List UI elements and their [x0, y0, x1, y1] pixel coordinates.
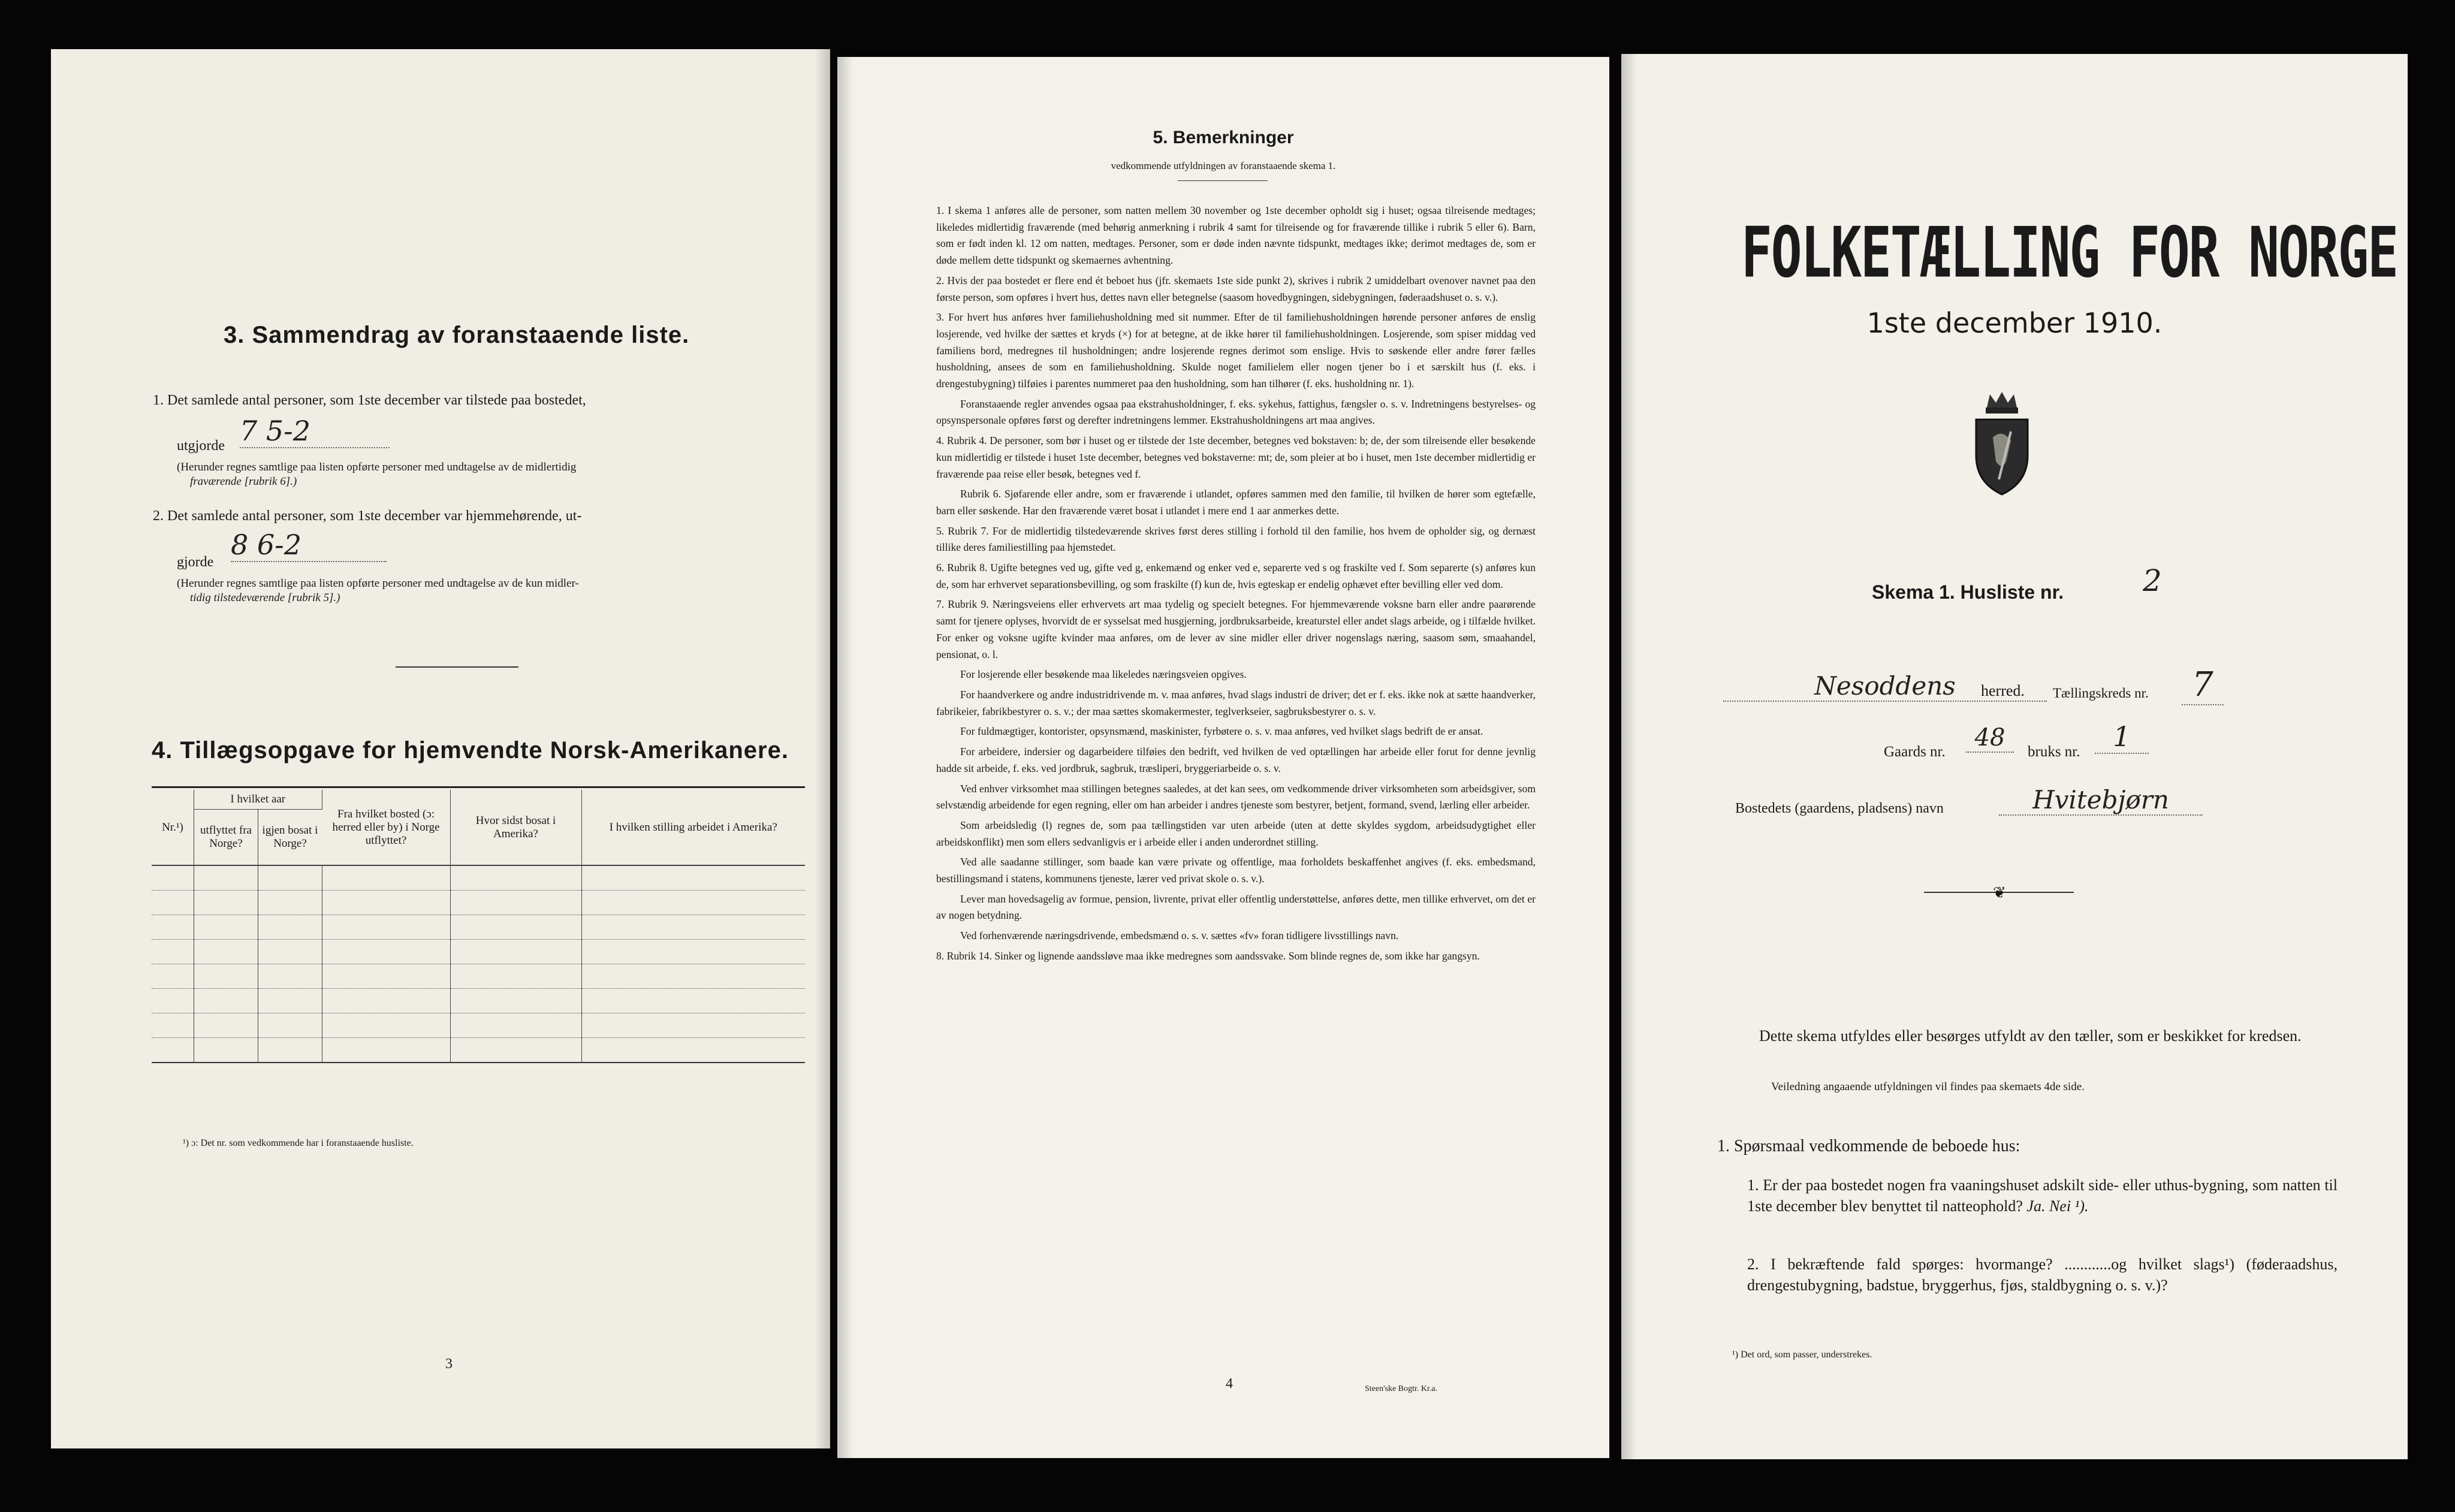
question-1 [1747, 1175, 2338, 1217]
item2-handwritten: 8 6-2 [231, 529, 387, 562]
remark-paragraph: Ved forhenværende næringsdrivende, embedsmænd o. s. v. sættes «fv» foran tidligere livsstillings navn. [960, 929, 1399, 942]
remark-paragraph: For fuldmægtiger, kontorister, opsynsmænd, maskinister, fyrbøtere o. s. v. maa anføres, ved hvilket slags bedrift de er ansat. [960, 725, 1483, 738]
item1-note-2: fraværende [rubrik 6].) [190, 475, 297, 488]
bruks-label: bruks nr. [2028, 744, 2080, 760]
bosted-label: Bostedets (gaardens, pladsens) navn [1735, 801, 1944, 816]
item2-note-2: tidig tilstedeværende [rubrik 5].) [190, 591, 340, 604]
printer-imprint: Steen'ske Bogtr. Kr.a. [1365, 1384, 1438, 1393]
divider [1178, 180, 1268, 181]
remark-paragraph: 1. I skema 1 anføres alle de personer, som natten mellem 30 november og 1ste december opholdt sig i huset; ogsaa tilreisende medtages; likeledes midlertidig fraværende (med behørig anmerkning i rubrik 4 samt for tilreisende og for fraværende tillike i rubrik 5 eller 6). Barn, som er født inden kl. 12 om natten, medtages. Personer, som er døde inden nævnte tidspunkt, medtages ikke; derimot medtages de, som er døde mellem dette tidspunkt og skemaernes avhentning. [936, 204, 1536, 267]
remarks-title: 5. Bemerkninger [1153, 128, 1294, 147]
table-row [152, 1013, 805, 1038]
middle-page [837, 57, 1609, 1458]
table-row [152, 865, 805, 891]
table-row [152, 940, 805, 964]
remark-paragraph: 2. Hvis der paa bostedet er flere end ét beboet hus (jfr. skemaets 1ste side punkt 2), skrives i rubrik 2 umiddelbart ovenover navnet paa den første person, som opføres i hvert hus, dettes navn eller betegnelse (saasom hovedbygningen, sidebygningen, føderaadshuset o. s. v.). [936, 274, 1536, 303]
kreds-label: Tællingskreds nr. [2053, 686, 2149, 701]
table-row [152, 1038, 805, 1063]
remark-paragraph: Som arbeidsledig (l) regnes de, som paa tællingstiden var uten arbeide (uten at dette skyldes sygdom, arbeidsudygtighet eller arbeidskonflikt) men som ellers sedvanligvis er i arbeide eller i anden underordnet stilling. [936, 819, 1536, 848]
remarks-body [936, 203, 1536, 968]
remark-paragraph: Foranstaaende regler anvendes ogsaa paa ekstrahusholdninger, f. eks. sykehus, fattighus, fængsler o. s. v. Indretningens bestyrelses- og opsynspersonale opføres først og derefter indretningens lemmer. Ekstrahusholdningens art maa angives. [936, 397, 1536, 427]
page-fold-shadow [1621, 54, 1637, 1459]
page-fold-shadow [837, 57, 853, 1458]
census-date: 1ste december 1910. [1866, 307, 2163, 339]
table-footnote: ¹) ɔ: Det nr. som vedkommende har i foranstaaende husliste. [183, 1138, 414, 1148]
question-1-answer: Ja. Nei ¹). [2026, 1197, 2089, 1215]
col-group-year: I hvilket aar [194, 790, 322, 810]
gaards-number: 48 [1966, 724, 2014, 753]
question-2: 2. I bekræftende fald spørges: hvormange? ............og hvilket slags¹) (føderaadshus, drengestubygning, badstue, bryggerhus, fjøs, staldbygning o. s. v.)? [1747, 1256, 2338, 1294]
ornament-icon: ❦ [1993, 884, 2006, 901]
table-row [152, 989, 805, 1013]
remark-paragraph: Lever man hovedsagelig av formue, pension, livrente, privat eller offentlig understøttelse, anføres dette, men tillike erhvervet, om det er av nogen betydning. [936, 892, 1536, 922]
remark-paragraph: For arbeidere, indersier og dagarbeidere tilføies den bedrift, ved hvilken de ved optællingen har arbeide eller forut for denne jevnlig hadde sit arbeide, f. eks. ved jordbruk, sagbruk, træsliperi, bryggeriarbeide o. s. v. [936, 746, 1536, 774]
remark-paragraph: 3. For hvert hus anføres hver familiehusholdning med sit nummer. Efter de til familiehusholdningen hørende personer anføres de enslig losjerende, ved hvilke der sættes et kryds (×) for at betegne, at de ikke hører til familiehusholdningen. Losjerende, som spiser middag ved familiens bord, medregnes til husholdningen; andre losjerende regnes derimot som enslige. Hvis to søskende eller andre fører fælles husholdning, ansees de som en familiehusholdning. Skulde noget familielem eller nogen tjener bo i et særskilt hus (f. eks. i drengestubygning) tilføies i parentes nummeret paa den husholdning, som han tilhører (f. eks. husholdning nr. 1). [936, 311, 1536, 390]
col-emigrated: utflyttet fra Norge? [194, 810, 258, 866]
intro-text: Dette skema utfyldes eller besørges utfyldt av den tæller, som er beskikket for kredsen. [1759, 1027, 2302, 1045]
remark-paragraph: 6. Rubrik 8. Ugifte betegnes ved ug, gifte ved g, enkemænd og enker ved e, separerte ved s og fraskilte ved f. Som separerte (s) anføres kun de, som har erhvervet separationsbevilling, og som fraskilte (f) kun de, hvis egteskap er endelig ophævet efter bevilling eller ved dom. [936, 562, 1536, 590]
col-where: Hvor sidst bosat i Amerika? [450, 790, 581, 865]
remark-paragraph: Ved enhver virksomhet maa stillingen betegnes saaledes, at det kan sees, om vedkommende driver virksomheten som arbeidsgiver, som selvstændig arbeidende for egen regning, eller om han arbeider i andres tjeneste som bestyrer, betjent, formand, svend, lærling eller arbeider. [936, 782, 1536, 811]
col-from: Fra hvilket bosted (ɔ: herred eller by) i Norge utflyttet? [322, 790, 450, 865]
table-row [152, 891, 805, 915]
table-row [152, 915, 805, 940]
herred-label: herred. [1981, 682, 2025, 699]
kreds-number: 7 [2182, 665, 2224, 705]
col-position: I hvilken stilling arbeidet i Amerika? [581, 790, 805, 865]
remark-paragraph: 8. Rubrik 14. Sinker og lignende aandssløve maa ikke medregnes som aandssvake. Som blinde regnes de, som ikke har gangsyn. [936, 949, 1480, 962]
bosted-handwritten: Hvitebjørn [1999, 785, 2203, 816]
remark-paragraph: 5. Rubrik 7. For de midlertidig tilstedeværende skrives først deres stilling i forhold til den familie, hos hvem de opholder sig, og dernæst tillike deres familiestilling paa hjemstedet. [936, 524, 1536, 554]
item2-prefix: gjorde [177, 554, 214, 570]
remark-paragraph: 7. Rubrik 9. Næringsveiens eller erhvervets art maa tydelig og specielt betegnes. For hjemmeværende voksne barn eller andre paarørende samt for tjenere oplyses, hvorvidt de er sysselsat med husgjerning, jordbruksarbeide, kreaturstel eller andet slags arbeide, og i tilfælde hvilket. For enker og voksne ugifte kvinder maa anføres, om de lever av sine midler eller driver nogenslags næring, saasom søm, smaahandel, pensionat, o. l. [936, 598, 1536, 660]
skema-label: Skema 1. Husliste nr. [1872, 581, 2064, 603]
remark-paragraph: Ved alle saadanne stillinger, som baade kan være private og offentlige, maa forholdets beskaffenhet angives (f. eks. embedsmand, bestillingsmand i statens, kommunens tjeneste, lærer ved privat skole o. s. v.). [936, 856, 1536, 885]
item1-prefix: utgjorde [177, 438, 225, 454]
bruks-number: 1 [2095, 720, 2149, 754]
herred-handwritten: Nesoddens [1723, 671, 2047, 702]
remark-paragraph: 4. Rubrik 4. De personer, som bør i huset og er tilstede der 1ste december, betegnes ved bokstaven: b; de, der som tilreisende eller besøkende kun midlertidig er tilstede i huset 1ste december, betegnes ved bokstaverne: mt; de, som pleier at bo i huset, men 1ste december midlertidig er fraværende paa reise eller besøk, betegnes ved f. [936, 434, 1536, 480]
col-nr: Nr.¹) [152, 790, 194, 865]
section3-title: 3. Sammendrag av foranstaaende liste. [224, 322, 690, 348]
remarks-subtitle: vedkommende utfyldningen av foranstaaende skema 1. [1111, 160, 1336, 171]
item2-note-1: (Herunder regnes samtlige paa listen opførte personer med undtagelse av de kun midler- [177, 577, 579, 590]
page-fold-shadow [815, 49, 830, 1448]
col-returned: igjen bosat i Norge? [258, 810, 322, 866]
remark-paragraph: For losjerende eller besøkende maa likeledes næringsveien opgives. [960, 668, 1247, 681]
table-top-rule [152, 786, 805, 788]
intro-guidance: Veiledning angaaende utfyldningen vil findes paa skemaets 4de side. [1771, 1081, 2085, 1093]
footnote: ¹) Det ord, som passer, understrekes. [1732, 1350, 1872, 1360]
left-page [51, 49, 830, 1448]
supplement-table [152, 790, 805, 1063]
census-title: FOLKETÆLLING FOR NORGE [1741, 213, 2398, 294]
question-1-text: 1. Er der paa bostedet nogen fra vaaningshuset adskilt side- eller uthus-bygning, som natten til 1ste december blev benyttet til natteophold? [1747, 1176, 2338, 1215]
gaards-label: Gaards nr. [1884, 744, 1946, 760]
husliste-number: 2 [2143, 563, 2162, 598]
divider [396, 666, 518, 668]
section4-title: 4. Tillægsopgave for hjemvendte Norsk-Amerikanere. [152, 737, 789, 763]
coat-of-arms-icon [1969, 390, 2035, 497]
item1-handwritten: 7 5-2 [240, 415, 390, 448]
remark-paragraph: Rubrik 6. Sjøfarende eller andre, som er fraværende i utlandet, opføres sammen med den familie, til hvilken de hører som egtefælle, barn eller søskende. Har den fraværende været bosat i utlandet i mere end 1 aar anmerkes dette. [936, 488, 1536, 517]
page-number: 3 [445, 1356, 453, 1372]
table-row [152, 964, 805, 989]
page-number: 4 [1226, 1376, 1233, 1392]
item2-text: 2. Det samlede antal personer, som 1ste december var hjemmehørende, ut- [153, 508, 582, 524]
item1-note-1: (Herunder regnes samtlige paa listen opførte personer med undtagelse av de midlertidig [177, 461, 577, 473]
question-section-title: 1. Spørsmaal vedkommende de beboede hus: [1717, 1137, 2020, 1155]
remark-paragraph: For haandverkere og andre industridrivende m. v. maa anføres, hvad slags industri de driver; det er f. eks. ikke nok at sætte haandverker, fabrikeier, fabrikbestyrer o. s. v.; der maa sættes skomakermester, teglverkseier, sagbruksbestyrer o. s. v. [936, 688, 1536, 717]
item1-text: 1. Det samlede antal personer, som 1ste december var tilstede paa bostedet, [153, 393, 586, 408]
right-page [1621, 54, 2408, 1459]
